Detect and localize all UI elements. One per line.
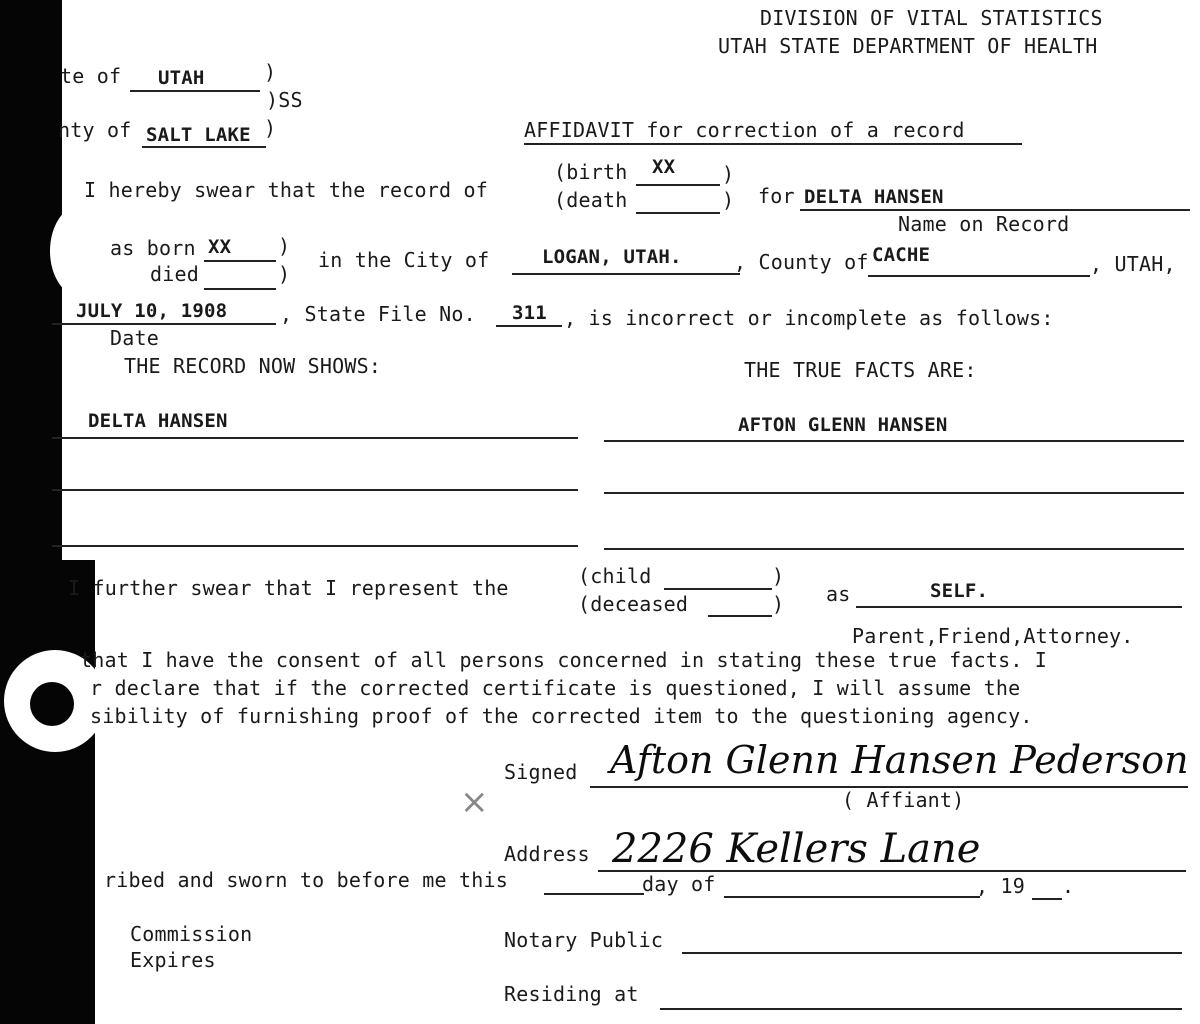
record-shows-header: THE RECORD NOW SHOWS: — [124, 354, 382, 378]
punch-hole-top — [50, 205, 112, 297]
birth-county-underline — [868, 275, 1090, 277]
county-value: SALT LAKE — [146, 124, 251, 146]
born-underline — [204, 260, 276, 262]
title-underline — [524, 143, 1022, 145]
residing-at-label: Residing at — [504, 982, 639, 1006]
state-label: te of — [60, 64, 122, 88]
born-mark: XX — [208, 236, 232, 258]
sworn-prefix: ribed and sworn to before me this — [104, 868, 508, 892]
birth-date-underline — [52, 323, 276, 325]
birth-date-value: JULY 10, 1908 — [76, 300, 228, 322]
incorrect-suffix: , is incorrect or incomplete as follows: — [564, 306, 1054, 330]
affiant-caption: ( Affiant) — [842, 788, 965, 812]
date-caption: Date — [110, 326, 159, 350]
child-label: (child — [578, 564, 652, 588]
right-line-1 — [604, 440, 1184, 442]
birth-label: (birth — [554, 160, 628, 184]
expires-label: Expires — [130, 948, 216, 972]
died-underline — [204, 288, 276, 290]
represent-caption: Parent,Friend,Attorney. — [852, 624, 1134, 648]
deceased-label: (deceased — [578, 592, 689, 616]
x-mark: × — [460, 782, 489, 822]
state-file-label: , State File No. — [280, 302, 476, 326]
county-paren: ) — [264, 116, 277, 140]
died-paren: ) — [278, 262, 291, 286]
represent-value: SELF. — [930, 580, 989, 602]
name-on-record-caption: Name on Record — [898, 212, 1070, 236]
true-facts-header: THE TRUE FACTS ARE: — [744, 358, 977, 382]
left-line-2 — [52, 489, 578, 491]
city-value: LOGAN, UTAH. — [542, 246, 682, 268]
address-handwritten: 2226 Kellers Lane — [612, 826, 981, 872]
sworn-day-underline — [544, 893, 644, 895]
signed-label: Signed — [504, 760, 578, 784]
residing-underline — [660, 1008, 1182, 1010]
commission-label: Commission — [130, 922, 253, 946]
record-shows-value: DELTA HANSEN — [88, 410, 228, 432]
birth-underline — [636, 184, 720, 186]
ss-label: )SS — [266, 88, 303, 112]
county-of-label: , County of — [734, 250, 869, 274]
utah-suffix: , UTAH, — [1090, 252, 1176, 276]
death-paren: ) — [722, 188, 735, 212]
as-label: as — [826, 582, 851, 606]
born-paren: ) — [278, 234, 291, 258]
left-line-3 — [52, 545, 578, 547]
county-label: nty of — [58, 118, 132, 142]
state-file-value: 311 — [512, 302, 547, 324]
consent-line-2: r declare that if the corrected certificate is questioned, I will assume the — [90, 676, 1021, 700]
city-underline — [512, 273, 740, 275]
notary-public-label: Notary Public — [504, 928, 664, 952]
state-file-underline — [496, 325, 562, 327]
affidavit-title: AFFIDAVIT for correction of a record — [524, 118, 965, 142]
state-value: UTAH — [158, 67, 205, 89]
represent-prefix: I further swear that I represent the — [68, 576, 509, 600]
birth-mark: XX — [652, 156, 676, 178]
punch-hole-center — [30, 682, 74, 726]
day-of-label: day of — [642, 872, 716, 896]
header-department: UTAH STATE DEPARTMENT OF HEALTH — [718, 34, 1098, 58]
sworn-month-underline — [724, 896, 980, 898]
county-underline — [142, 146, 266, 148]
deceased-underline — [708, 615, 772, 617]
child-underline — [664, 588, 772, 590]
year-underline — [1032, 898, 1062, 900]
affiant-signature: Afton Glenn Hansen Pederson — [610, 738, 1189, 782]
state-paren: ) — [264, 60, 277, 84]
state-underline — [130, 90, 260, 92]
deceased-paren: ) — [772, 592, 785, 616]
consent-line-1: that I have the consent of all persons concerned in stating these true facts. I — [80, 648, 1048, 672]
year-prefix: , 19 — [976, 874, 1025, 898]
year-suffix: . — [1062, 874, 1075, 898]
record-name-underline — [800, 209, 1190, 211]
died-label: died — [150, 262, 199, 286]
header-division: DIVISION OF VITAL STATISTICS — [760, 6, 1103, 30]
born-label: as born — [110, 236, 196, 260]
represent-underline — [856, 606, 1182, 608]
scan-dark-edge-lower — [0, 560, 95, 1024]
child-paren: ) — [772, 564, 785, 588]
right-line-3 — [604, 548, 1184, 550]
birth-county-value: CACHE — [872, 244, 931, 266]
true-facts-value: AFTON GLENN HANSEN — [738, 414, 948, 436]
address-label: Address — [504, 842, 590, 866]
record-prefix: I hereby swear that the record of — [84, 178, 488, 202]
record-name: DELTA HANSEN — [804, 186, 944, 208]
consent-line-3: sibility of furnishing proof of the corrected item to the questioning agency. — [90, 704, 1033, 728]
for-label: for — [758, 184, 795, 208]
death-label: (death — [554, 188, 628, 212]
death-underline — [636, 212, 720, 214]
notary-underline — [682, 952, 1182, 954]
left-line-1 — [52, 437, 578, 439]
birth-paren: ) — [722, 162, 735, 186]
city-label: in the City of — [318, 248, 490, 272]
right-line-2 — [604, 492, 1184, 494]
